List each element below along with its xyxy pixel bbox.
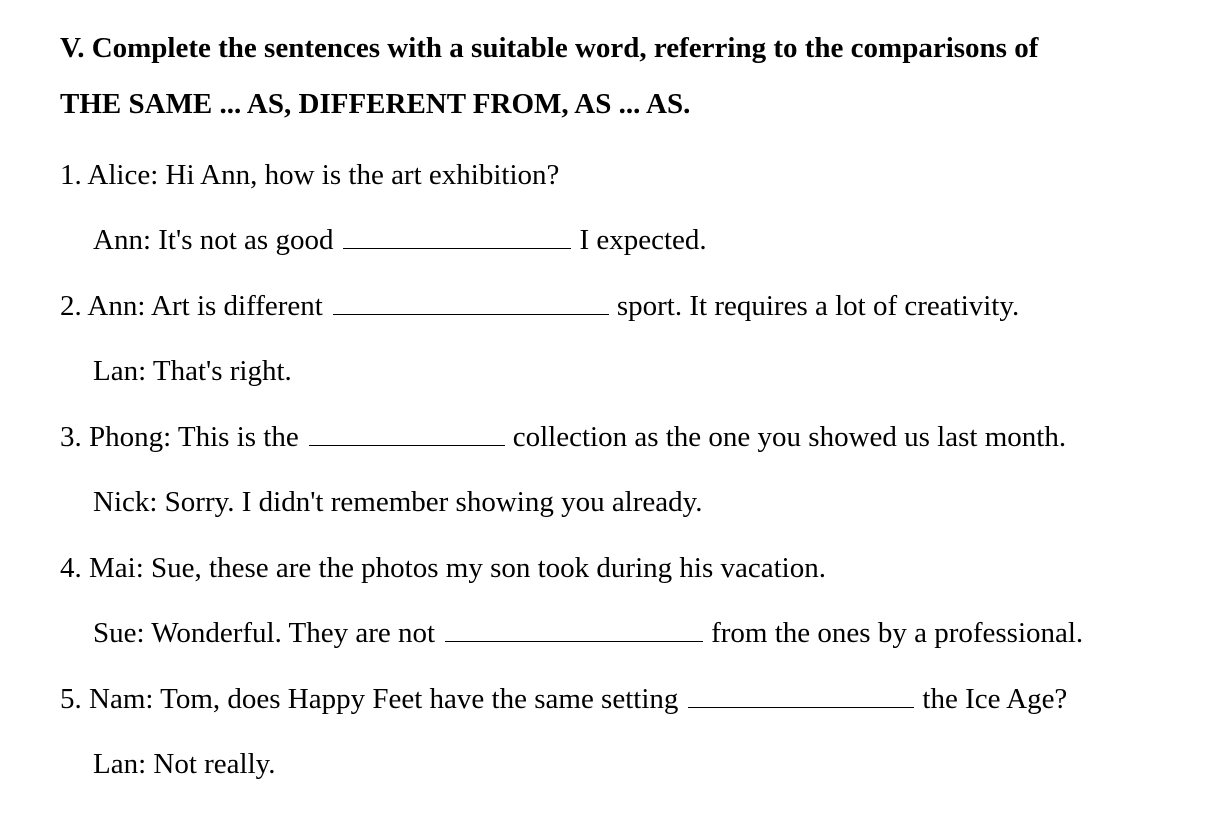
reply-3-line xyxy=(93,488,703,517)
question-3-text-before: 3. Phong: This is the xyxy=(60,421,299,453)
reply-4-text-after: from the ones by a professional. xyxy=(711,617,1084,649)
answer-blank-4[interactable] xyxy=(445,619,703,642)
question-4-text: 4. Mai: Sue, these are the photos my son took during his vacation. xyxy=(60,552,826,584)
question-5-text-before: 5. Nam: Tom, does Happy Feet have the same setting xyxy=(60,683,679,715)
reply-2-text: Lan: That's right. xyxy=(93,355,292,387)
reply-4-line xyxy=(93,619,1083,648)
reply-5-text: Lan: Not really. xyxy=(93,748,276,780)
question-1-line xyxy=(60,161,559,190)
heading-line-1: V. Complete the sentences with a suitable word, referring to the comparisons of xyxy=(60,32,1039,64)
reply-1-text-before: Ann: It's not as good xyxy=(93,224,334,256)
reply-2-line xyxy=(93,357,292,386)
question-1-text: 1. Alice: Hi Ann, how is the art exhibition? xyxy=(60,159,560,191)
reply-4-text-before: Sue: Wonderful. They are not xyxy=(93,617,436,649)
reply-3-text: Nick: Sorry. I didn't remember showing you already. xyxy=(93,486,703,518)
question-2-line xyxy=(60,292,1019,321)
question-5-line xyxy=(60,685,1067,714)
reply-1-line xyxy=(93,226,707,255)
answer-blank-2[interactable] xyxy=(333,292,609,315)
answer-blank-1[interactable] xyxy=(343,226,571,249)
heading-line-2: THE SAME ... AS, DIFFERENT FROM, AS ... AS. xyxy=(60,88,691,120)
question-2-text-after: sport. It requires a lot of creativity. xyxy=(616,290,1020,322)
question-3-line xyxy=(60,423,1066,452)
question-3-text-after: collection as the one you showed us last month. xyxy=(512,421,1067,453)
reply-5-line xyxy=(93,750,276,779)
answer-blank-3[interactable] xyxy=(309,423,505,446)
question-4-line xyxy=(60,554,826,583)
answer-blank-5[interactable] xyxy=(688,685,914,708)
question-2-text-before: 2. Ann: Art is different xyxy=(60,290,323,322)
question-5-text-after: the Ice Age? xyxy=(922,683,1068,715)
reply-1-text-after: I expected. xyxy=(579,224,707,256)
